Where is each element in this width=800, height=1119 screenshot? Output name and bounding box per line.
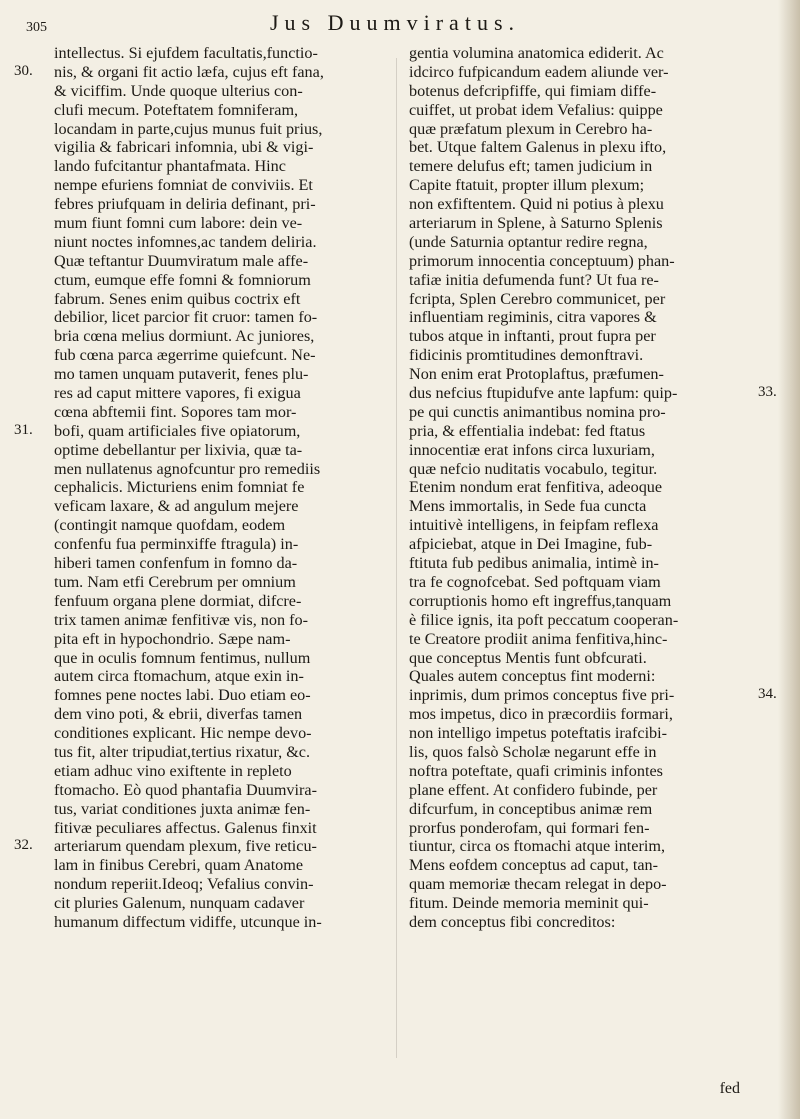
left-column-line: nondum reperiit.Ideoq; Vefalius convin-: [54, 875, 314, 894]
right-column-line: dus nefcius ftupidufve ante lapfum: quip-: [409, 384, 678, 403]
right-column-line: Etenim nondum erat fenfitiva, adeoque: [409, 478, 663, 497]
right-column-line: pria, & effentialia indebat: fed ftatus: [409, 421, 646, 440]
left-column-line: fomnes pene noctes labi. Duo etiam eo-: [54, 686, 311, 705]
margin-note-30: 30.: [14, 63, 33, 79]
margin-note-32: 32.: [14, 837, 33, 853]
left-column-line: veficam laxare, & ad angulum mejere: [54, 497, 299, 516]
right-column-line: intuitivè intelligens, in feipfam reflexa: [409, 516, 659, 535]
right-column-line: botenus defcripfiffe, qui fimiam diffe-: [409, 81, 657, 100]
right-column-line: Mens immortalis, in Sede fua cuncta: [409, 497, 647, 516]
left-column-line: humanum diffectum vidiffe, utcunque in-: [54, 912, 322, 931]
right-column-line: bet. Utque faltem Galenus in plexu ifto,: [409, 138, 667, 157]
left-column-line: trix tamen animæ fenfitivæ vis, non fo-: [54, 610, 309, 629]
left-column-line: bria cœna melius dormiunt. Ac juniores,: [54, 327, 315, 346]
catchword: fed: [719, 1080, 740, 1097]
right-column-line: prorfus ponderofam, qui formari fen-: [409, 818, 650, 837]
right-column-line: tafiæ initia defumenda funt? Ut fua re-: [409, 270, 659, 289]
left-column-line: fenfuum organa plene dormiat, difcre-: [54, 591, 302, 610]
right-column-line: è filice ignis, ita poft peccatum cooperan-: [409, 610, 679, 629]
right-column-line: difcurfum, in conceptibus animæ rem: [409, 799, 653, 818]
left-column-line: ctum, eumque effe fomni & fomniorum: [54, 270, 311, 289]
margin-note-34: 34.: [758, 686, 777, 702]
right-column-line: afpiciebat, atque in Dei Imagine, fub-: [409, 535, 653, 554]
left-column-line: etiam adhuc vino exiftente in repleto: [54, 761, 292, 780]
right-column-line: corruptionis homo eft ingreffus,tanquam: [409, 591, 672, 610]
right-column-line: te Creatore prodiit anima fenfitiva,hinc-: [409, 629, 668, 648]
left-column-line: fabrum. Senes enim quibus coctrix eft: [54, 289, 301, 308]
right-column-line: Mens eofdem conceptus ad caput, tan-: [409, 856, 659, 875]
right-column-line: arteriarum in Splene, à Saturno Splenis: [409, 214, 663, 233]
left-column-line: optime debellantur per lixivia, quæ ta-: [54, 440, 303, 459]
right-column-line: (unde Saturnia optantur redire regna,: [409, 232, 648, 251]
left-column-line: bofi, quam artificiales five opiatorum,: [54, 421, 301, 440]
left-column-line: intellectus. Si ejufdem facultatis,functio-: [54, 44, 318, 62]
left-column-line: Quæ teftantur Duumviratum male affe-: [54, 251, 309, 270]
running-title: Jus Duumviratus.: [270, 10, 520, 35]
right-column-line: idcirco fufpicandum eadem aliunde ver-: [409, 62, 669, 81]
right-text-column: [409, 44, 754, 932]
left-column-line: lando fufcitantur phantafmata. Hinc: [54, 157, 286, 176]
right-column-line: pe qui cunctis animantibus nomina pro-: [409, 402, 666, 421]
left-column-line: hiberi tamen confenfum in fomno da-: [54, 554, 298, 573]
left-column-line: niunt noctes infomnes,ac tandem deliria.: [54, 232, 317, 251]
right-column-line: non exfiftentem. Quid ni potius à plexu: [409, 195, 664, 214]
right-column-line: quæ præfatum plexum in Cerebro ha-: [409, 119, 653, 138]
page-header: [20, 8, 780, 38]
right-column-line: fidicinis promtitudines demonftravi.: [409, 346, 644, 365]
left-column-line: nempe efuriens fomniat de conviviis. Et: [54, 176, 313, 195]
left-column-line: (contingit namque quofdam, eodem: [54, 516, 286, 535]
right-column-line: quæ nefcio nuditatis vocabulo, tegitur.: [409, 459, 658, 478]
page-edge-shadow: [778, 0, 800, 1119]
right-column-line: mos impetus, dico in præcordiis formari,: [409, 705, 673, 724]
right-column-line: innocentiæ erat infons circa luxuriam,: [409, 440, 655, 459]
left-column-line: nis, & organi fit actio læfa, cujus eft fana,: [54, 62, 324, 81]
right-column-line: temere delufus eft; tamen judicium in: [409, 157, 653, 176]
right-column-line: que conceptus Mentis funt obfcurati.: [409, 648, 647, 667]
left-column-line: tus fit, alter tripudiat,tertius rixatur, &c.: [54, 742, 311, 761]
left-column-line: & viciffim. Unde quoque ulterius con-: [54, 81, 303, 100]
left-text-column: [54, 44, 399, 932]
right-column-line: Capite ftatuit, propter illum plexum;: [409, 176, 645, 195]
right-column-line: Non enim erat Protoplaftus, præfumen-: [409, 365, 664, 384]
margin-note-31: 31.: [14, 422, 33, 438]
right-column-line: ftituta fub pedibus animalia, intimè in-: [409, 554, 659, 573]
left-column-line: locandam in parte,cujus munus fuit prius,: [54, 119, 323, 138]
right-column-line: quam memoriæ thecam relegat in depo-: [409, 875, 667, 894]
left-column-line: autem circa ftomachum, atque exin in-: [54, 667, 304, 686]
right-column-line: cuiffet, ut probat idem Vefalius: quippe: [409, 100, 663, 119]
left-column-line: que in oculis fomnum fentimus, nullum: [54, 648, 311, 667]
left-column-line: debilior, licet parcior fit cruor: tamen fo-: [54, 308, 318, 327]
left-column-line: confenfu fua perminxiffe ftragula) in-: [54, 535, 299, 554]
left-column-line: febres priufquam in deliria definant, pri-: [54, 195, 316, 214]
right-column-line: inprimis, dum primos conceptus five pri-: [409, 686, 675, 705]
left-column-line: clufi mecum. Poteftatem fomniferam,: [54, 100, 299, 119]
left-column-line: tum. Nam etfi Cerebrum per omnium: [54, 572, 296, 591]
right-column-line: tiuntur, circa os ftomachi atque interim,: [409, 837, 666, 856]
right-column-line: fcripta, Splen Cerebro communicet, per: [409, 289, 666, 308]
left-column-line: fitivæ peculiares affectus. Galenus finxit: [54, 818, 317, 837]
left-column-line: res ad caput mittere vapores, fi exigua: [54, 384, 301, 403]
left-column-line: mum fiunt fomni cum labore: dein ve-: [54, 214, 303, 233]
left-column-line: tus, variat conditiones juxta animæ fen-: [54, 799, 311, 818]
left-column-line: conditiones explicant. Hic nempe devo-: [54, 724, 312, 743]
right-column-line: fitum. Deinde memoria meminit qui-: [409, 894, 649, 913]
right-column-line: Quales autem conceptus fint moderni:: [409, 667, 656, 686]
right-column-line: tra fe cognofcebat. Sed poftquam viam: [409, 572, 661, 591]
left-column-line: lam in finibus Cerebri, quam Anatome: [54, 856, 304, 875]
right-column-line: lis, quos falsò Scholæ negarunt effe in: [409, 742, 657, 761]
left-column-line: vigilia & fabricari infomnia, ubi & vigi-: [54, 138, 314, 157]
right-column-line: noftra poteftate, quafi criminis infontes: [409, 761, 663, 780]
right-column-line: gentia volumina anatomica ediderit. Ac: [409, 44, 664, 62]
margin-note-33: 33.: [758, 384, 777, 400]
left-column-line: mo tamen unquam putaverit, fenes plu-: [54, 365, 309, 384]
right-column-line: influentiam regiminis, citra vapores &: [409, 308, 657, 327]
left-column-line: cephalicis. Micturiens enim fomniat fe: [54, 478, 305, 497]
right-column-line: tubos atque in inftanti, prout fupra per: [409, 327, 656, 346]
right-column-line: non intelligo impetus poteftatis irafcibi-: [409, 724, 668, 743]
left-column-line: arteriarum quendam plexum, five reticu-: [54, 837, 317, 856]
left-column-line: cœna abftemii fint. Sopores tam mor-: [54, 402, 297, 421]
left-column-line: dem vino poti, & ebrii, diverfas tamen: [54, 705, 303, 724]
right-column-line: primorum innocentia conceptuum) phan-: [409, 251, 675, 270]
left-column-line: pita eft in hypochondrio. Sæpe nam-: [54, 629, 291, 648]
right-column-line: plane effent. At confidero fubinde, per: [409, 780, 658, 799]
page-number: 305: [26, 20, 47, 35]
left-column-line: fub cœna parca ægerrime quiefcunt. Ne-: [54, 346, 316, 365]
right-column-line: dem conceptus fibi concreditos:: [409, 912, 616, 931]
left-column-line: cit pluries Galenum, nunquam cadaver: [54, 894, 305, 913]
left-column-line: men nullatenus agnofcuntur pro remediis: [54, 459, 321, 478]
left-column-line: ftomacho. Eò quod phantafia Duumvira-: [54, 780, 317, 799]
